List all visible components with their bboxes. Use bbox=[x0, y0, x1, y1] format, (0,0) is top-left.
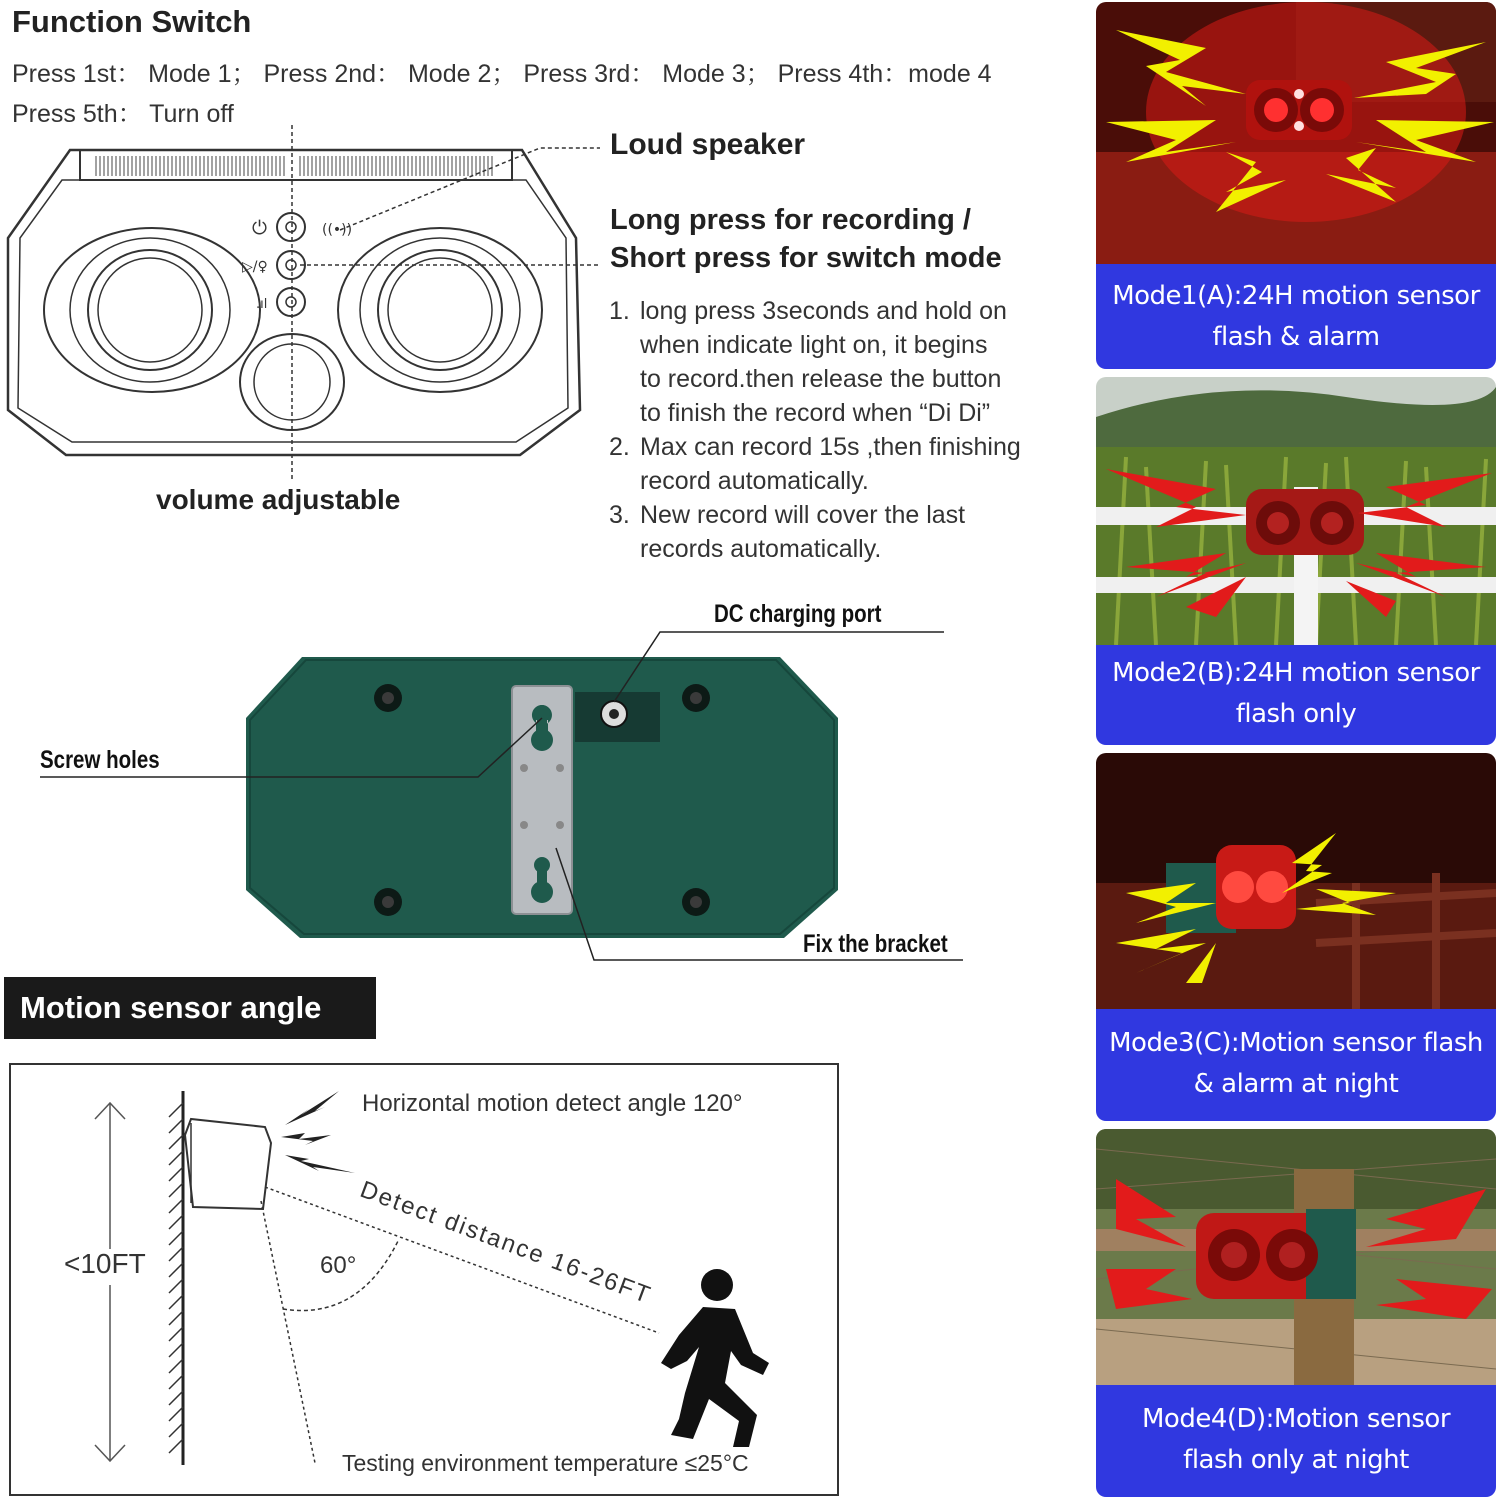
instruction-3: 3. New record will cover the last records automatically. bbox=[609, 501, 966, 563]
dc-charging-port-label: DC charging port bbox=[714, 600, 882, 628]
svg-text:((•)): ((•)) bbox=[322, 222, 353, 238]
svg-text:.ıl: .ıl bbox=[256, 297, 268, 312]
device-back-diagram bbox=[0, 600, 1000, 970]
temperature-label: Testing environment temperature ≤25°C bbox=[342, 1450, 749, 1476]
press-off-line: Press 5th： Turn off bbox=[12, 100, 234, 128]
mode-panel-1 bbox=[1096, 2, 1496, 369]
instruction-1: 1. long press 3seconds and hold on when indicate light on, it begins to record.then release the button to finish the record when “Di Di” bbox=[609, 297, 1007, 427]
press-sequence-line: Press 1st： Mode 1； Press 2nd： Mode 2； Press 3rd： Mode 3； Press 4th：mode 4 bbox=[12, 60, 992, 88]
detect-distance-label: Detect distance 16-26FT bbox=[356, 1176, 656, 1310]
mode-panel-2 bbox=[1096, 377, 1496, 745]
volume-label: volume adjustable bbox=[156, 484, 401, 515]
angle-60-label: 60° bbox=[320, 1252, 357, 1279]
long-press-label: Long press for recording / bbox=[610, 204, 971, 236]
mode1-photo bbox=[1096, 2, 1496, 264]
walking-person-icon bbox=[661, 1269, 769, 1447]
mode1-caption: Mode1(A):24H motion sensor flash & alarm bbox=[1096, 264, 1496, 369]
svg-text:▷/♀: ▷/♀ bbox=[242, 259, 268, 275]
mode-panel-3 bbox=[1096, 753, 1496, 1121]
mode2-photo bbox=[1096, 377, 1496, 645]
height-label: <10FT bbox=[64, 1248, 146, 1279]
motion-sensor-angle-heading: Motion sensor angle bbox=[4, 977, 376, 1039]
mode-panel-4 bbox=[1096, 1129, 1496, 1497]
svg-text:⏻: ⏻ bbox=[252, 217, 268, 239]
fix-bracket-label: Fix the bracket bbox=[803, 930, 948, 958]
mode3-photo bbox=[1096, 753, 1496, 1009]
short-press-label: Short press for switch mode bbox=[610, 242, 1002, 274]
horizontal-angle-label: Horizontal motion detect angle 120° bbox=[362, 1090, 743, 1117]
instruction-2: 2. Max can record 15s ,then finishing record automatically. bbox=[609, 433, 1021, 495]
mode4-caption: Mode4(D):Motion sensor flash only at night bbox=[1096, 1385, 1496, 1497]
function-switch-title: Function Switch bbox=[12, 4, 252, 39]
loud-speaker-label: Loud speaker bbox=[610, 128, 806, 161]
mode4-photo bbox=[1096, 1129, 1496, 1385]
mode2-caption: Mode2(B):24H motion sensor flash only bbox=[1096, 645, 1496, 745]
screw-holes-label: Screw holes bbox=[40, 746, 160, 774]
device-front-diagram bbox=[0, 120, 600, 500]
mode3-caption: Mode3(C):Motion sensor flash & alarm at night bbox=[1096, 1009, 1496, 1121]
